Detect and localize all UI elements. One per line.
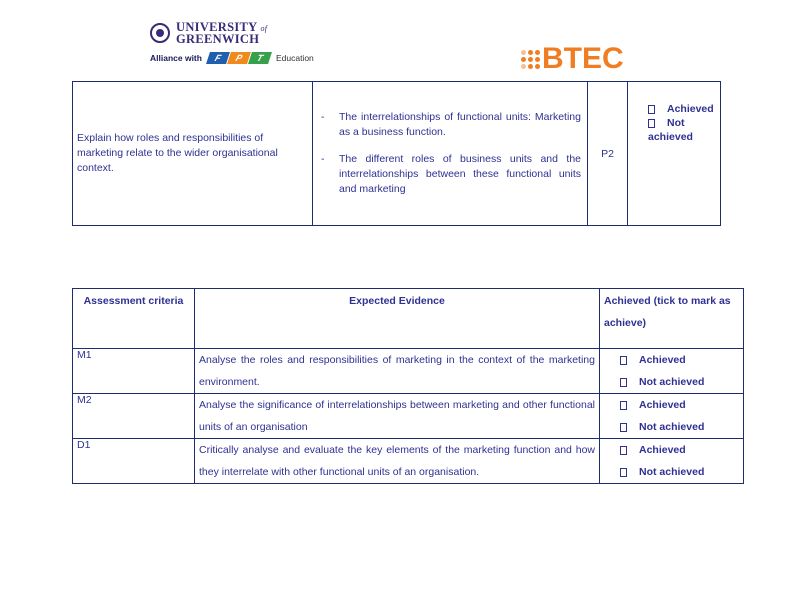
assessment-table: [72, 288, 744, 484]
option-not-achieved[interactable]: [620, 371, 739, 393]
achievement-options: [628, 82, 721, 226]
checkbox-icon[interactable]: [648, 105, 655, 114]
university-name: [150, 22, 360, 44]
fpt-letter-f: F: [206, 52, 230, 64]
table-row: [73, 439, 744, 484]
option-label: Not achieved: [639, 421, 705, 433]
option-label: Achieved: [639, 354, 686, 366]
criterion-description: Explain how roles and responsibilities of marketing relate to the wider organisational context.: [73, 82, 313, 226]
option-achieved[interactable]: [620, 394, 739, 416]
university-crest-icon: [150, 23, 170, 43]
option-not-achieved[interactable]: [620, 461, 739, 483]
option-not-achieved[interactable]: [648, 116, 720, 144]
alliance-prefix: Alliance with: [150, 53, 202, 63]
option-label: Achieved: [667, 103, 714, 115]
row-code: M1: [73, 349, 195, 394]
row-evidence: Critically analyse and evaluate the key elements of the marketing function and how they interrelate with other functional units of an organisation.: [195, 439, 600, 484]
checkbox-icon[interactable]: [620, 356, 627, 365]
checkbox-icon[interactable]: [620, 446, 627, 455]
evidence-text: The different roles of business units and the interrelationships between these functional units and marketing: [339, 153, 581, 195]
option-achieved[interactable]: [620, 439, 739, 461]
fpt-letter-t: T: [248, 52, 272, 64]
option-achieved[interactable]: [648, 102, 720, 116]
evidence-text: The interrelationships of functional units: Marketing as a business function.: [339, 111, 581, 138]
option-label: Achieved: [639, 444, 686, 456]
option-label: Not achieved: [639, 376, 705, 388]
option-achieved[interactable]: [620, 349, 739, 371]
checkbox-icon[interactable]: [620, 423, 627, 432]
checkbox-icon[interactable]: [620, 378, 627, 387]
evidence-cell: [313, 82, 588, 226]
option-label: Not achieved: [639, 466, 705, 478]
header-criteria: Assessment criteria: [73, 289, 195, 349]
university-of-greenwich-logo: [150, 22, 360, 70]
evidence-item: [321, 110, 581, 140]
btec-label: BTEC: [542, 42, 624, 75]
checkbox-icon[interactable]: [620, 401, 627, 410]
row-options: [600, 394, 744, 439]
university-of: of: [260, 24, 268, 33]
option-label: Achieved: [639, 399, 686, 411]
table-row: [73, 394, 744, 439]
btec-dots-icon: [521, 50, 540, 69]
alliance-suffix: Education: [275, 53, 314, 63]
header-achieved: Achieved (tick to mark as achieve): [600, 289, 744, 349]
row-options: [600, 439, 744, 484]
fpt-logo: [208, 52, 271, 64]
checkbox-icon[interactable]: [648, 119, 655, 128]
row-evidence: Analyse the significance of interrelationships between marketing and other functional units of an organisation: [195, 394, 600, 439]
row-code: D1: [73, 439, 195, 484]
university-name-line1: UNIVERSITY: [176, 20, 258, 34]
btec-logo: [521, 42, 624, 76]
criterion-table: [72, 81, 721, 226]
header-evidence: Expected Evidence: [195, 289, 600, 349]
dash-bullet: -: [321, 153, 325, 165]
dash-bullet: -: [321, 111, 325, 123]
header-row: [73, 289, 744, 349]
university-name-line2: GREENWICH: [176, 32, 260, 46]
table-row: [73, 82, 721, 226]
fpt-letter-p: P: [227, 52, 251, 64]
grade-code: P2: [588, 82, 628, 226]
row-code: M2: [73, 394, 195, 439]
row-evidence: Analyse the roles and responsibilities of marketing in the context of the marketing environment.: [195, 349, 600, 394]
evidence-item: [321, 152, 581, 197]
option-label: Not achieved: [648, 117, 693, 143]
table-row: [73, 349, 744, 394]
option-not-achieved[interactable]: [620, 416, 739, 438]
alliance-line: [150, 52, 360, 64]
checkbox-icon[interactable]: [620, 468, 627, 477]
row-options: [600, 349, 744, 394]
